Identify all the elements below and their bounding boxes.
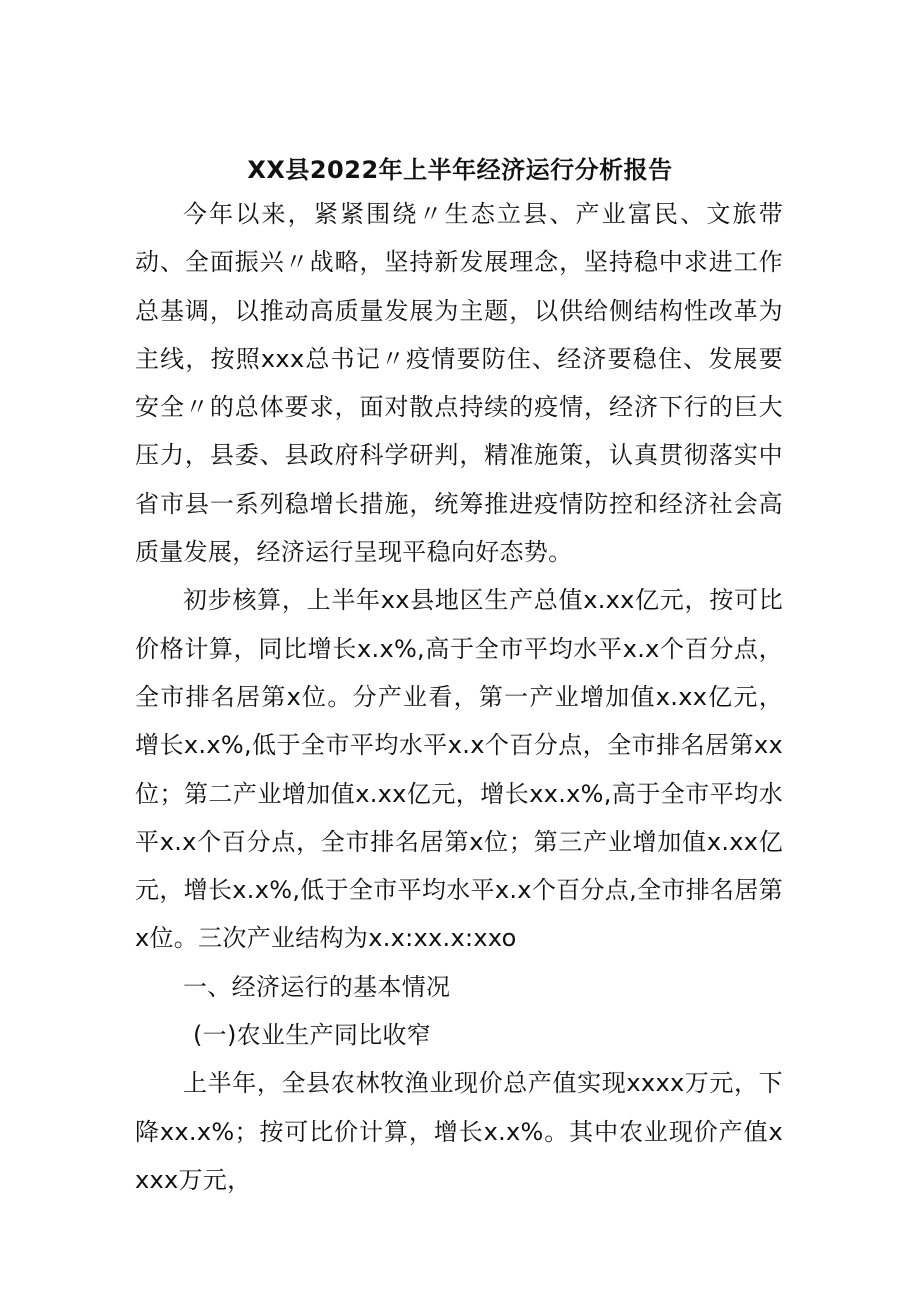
document-body <box>135 190 783 1204</box>
section-heading-economic-basics: 一、经济运行的基本情况 <box>183 972 451 1001</box>
agriculture-paragraph: 上半年，全县农林牧渔业现价总产值实现xxxx万元，下降xx.x%；按可比价计算，增长x.x%。其中农业现价产值xxxx万元， <box>135 1069 783 1194</box>
document-title: XX县2022年上半年经济运行分析报告 <box>247 156 673 184</box>
subsection-heading-agriculture: (一)农业生产同比收窄 <box>193 1021 432 1050</box>
intro-paragraph: 今年以来，紧紧围绕〃生态立县、产业富民、文旅带动、全面振兴〃战略，坚持新发展理念，坚持稳中求进工作总基调，以推动高质量发展为主题，以供给侧结构性改革为主线，按照xxx总书记〃疫情要防住、经济要稳住、发展要安全〃的总体要求，面对散点持续的疫情，经济下行的巨大压力，县委、县政府科学研判，精准施策，认真贯彻落实中省市县一系列稳增长措施，统筹推进疫情防控和经济社会高质量发展，经济运行呈现平稳向好态势。 <box>135 200 783 567</box>
gdp-overview-paragraph: 初步核算，上半年xx县地区生产总值x.xx亿元，按可比价格计算，同比增长x.x%,高于全市平均水平x.x个百分点，全市排名居第x位。分产业看，第一产业增加值x.xx亿元，增长x.x%,低于全市平均水平x.x个百分点，全市排名居第xx位；第二产业增加值x.xx亿元，增长xx.x%,高于全市平均水平x.x个百分点，全市排名居第x位；第三产业增加值x.xx亿元，增长x.x%,低于全市平均水平x.x个百分点,全市排名居第x位。三次产业结构为x.x:xx.x:xxo <box>135 586 783 953</box>
